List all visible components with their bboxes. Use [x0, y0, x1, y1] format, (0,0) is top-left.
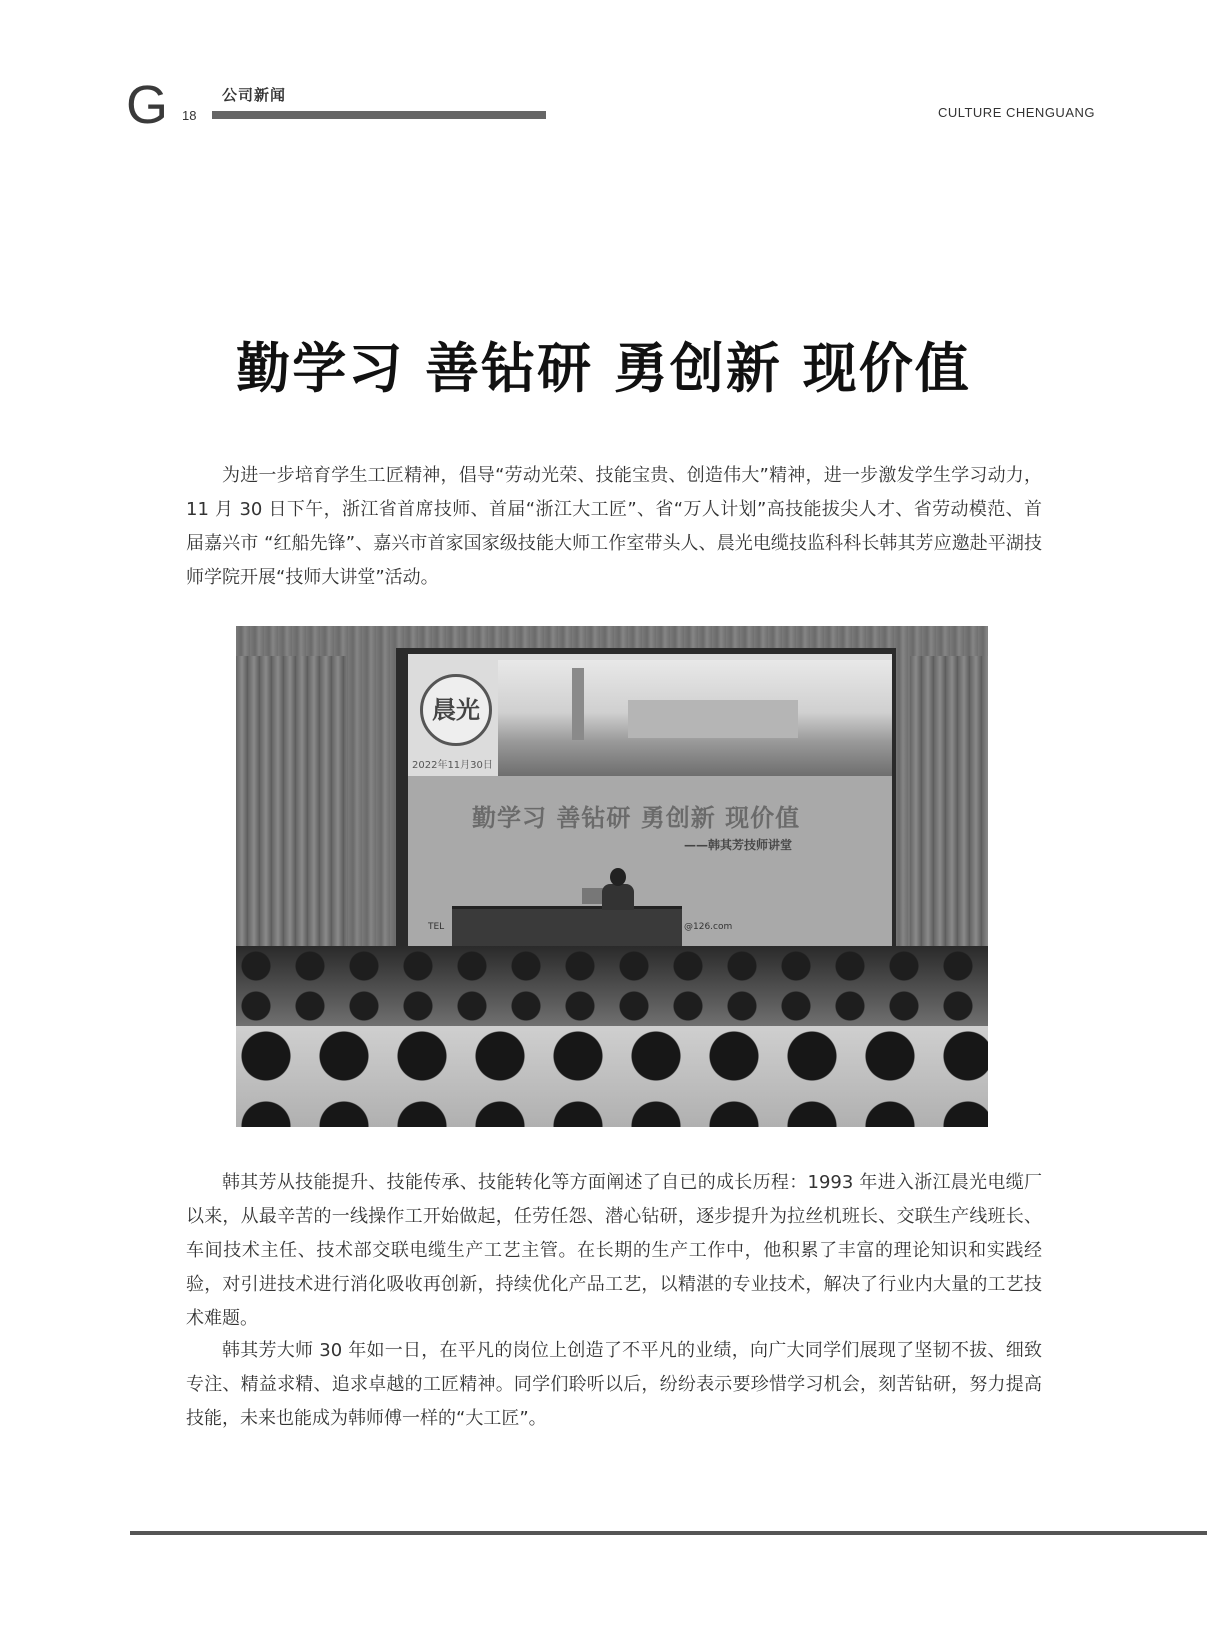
screen-date: 2022年11月30日 — [412, 760, 493, 771]
section-letter: G — [126, 75, 169, 135]
photo-curtain-right — [910, 656, 988, 956]
speaker-head — [610, 868, 626, 886]
brand-label: CULTURE CHENGUANG — [937, 105, 1095, 120]
paragraph-history: 韩其芳从技能提升、技能传承、技能转化等方面阐述了自已的成长历程：1993 年进入浙江晨光电缆厂以来，从最辛苦的一线操作工开始做起，任劳任怨、潜心钻研，逐步提升为拉丝机班长、交联生产线班长、车间技术主任、技术部交联电缆生产工艺主管。在长期的生产工作中，他积累了丰富的理论知识和实践经验，对引进技术进行消化吸收再创新，持续优化产品工艺，以精湛的专业技术，解决了行业内大量的工艺技术难题。 — [186, 1172, 1042, 1329]
page-number: 18 — [182, 108, 197, 123]
photo-curtain-left — [236, 656, 346, 956]
lecture-photo — [236, 626, 988, 1127]
paragraph-intro: 为进一步培育学生工匠精神，倡导“劳动光荣、技能宝贵、创造伟大”精神，进一步激发学生学习动力，11 月 30 日下午，浙江省首席技师、首届“浙江大工匠”、省“万人计划”高技能拔尖人才、省劳动模范、首届嘉兴市 “红船先锋”、嘉兴市首家国家级技能大师工作室带头人、晨光电缆技监科科长韩其芳应邀赴平湖技师学院开展“技师大讲堂”活动。 — [186, 465, 1042, 588]
paragraph-conclusion: 韩其芳大师 30 年如一日，在平凡的岗位上创造了不平凡的业绩，向广大同学们展现了坚韧不拔、细致专注、精益求精、追求卓越的工匠精神。同学们聆听以后，纷纷表示要珍惜学习机会，刻苦钻研，努力提高技能，未来也能成为韩师傅一样的“大工匠”。 — [186, 1340, 1042, 1429]
screen-subtitle: ——韩其芳技师讲堂 — [684, 838, 793, 852]
factory-tower — [572, 668, 584, 740]
article-title: 勤学习 善钻研 勇创新 现价值 — [236, 336, 971, 400]
factory-building — [628, 700, 798, 738]
audience-front — [236, 1026, 988, 1127]
screen-title: 勤学习 善钻研 勇创新 现价值 — [472, 803, 801, 832]
screen-tel: TEL — [428, 922, 445, 932]
section-name: 公司新闻 — [222, 86, 287, 104]
screen-email: @126.com — [684, 922, 733, 932]
speaker-body — [602, 884, 634, 910]
header-bar — [212, 111, 546, 119]
footer-rule — [130, 1531, 1207, 1535]
company-logo: 晨光 — [420, 674, 492, 746]
